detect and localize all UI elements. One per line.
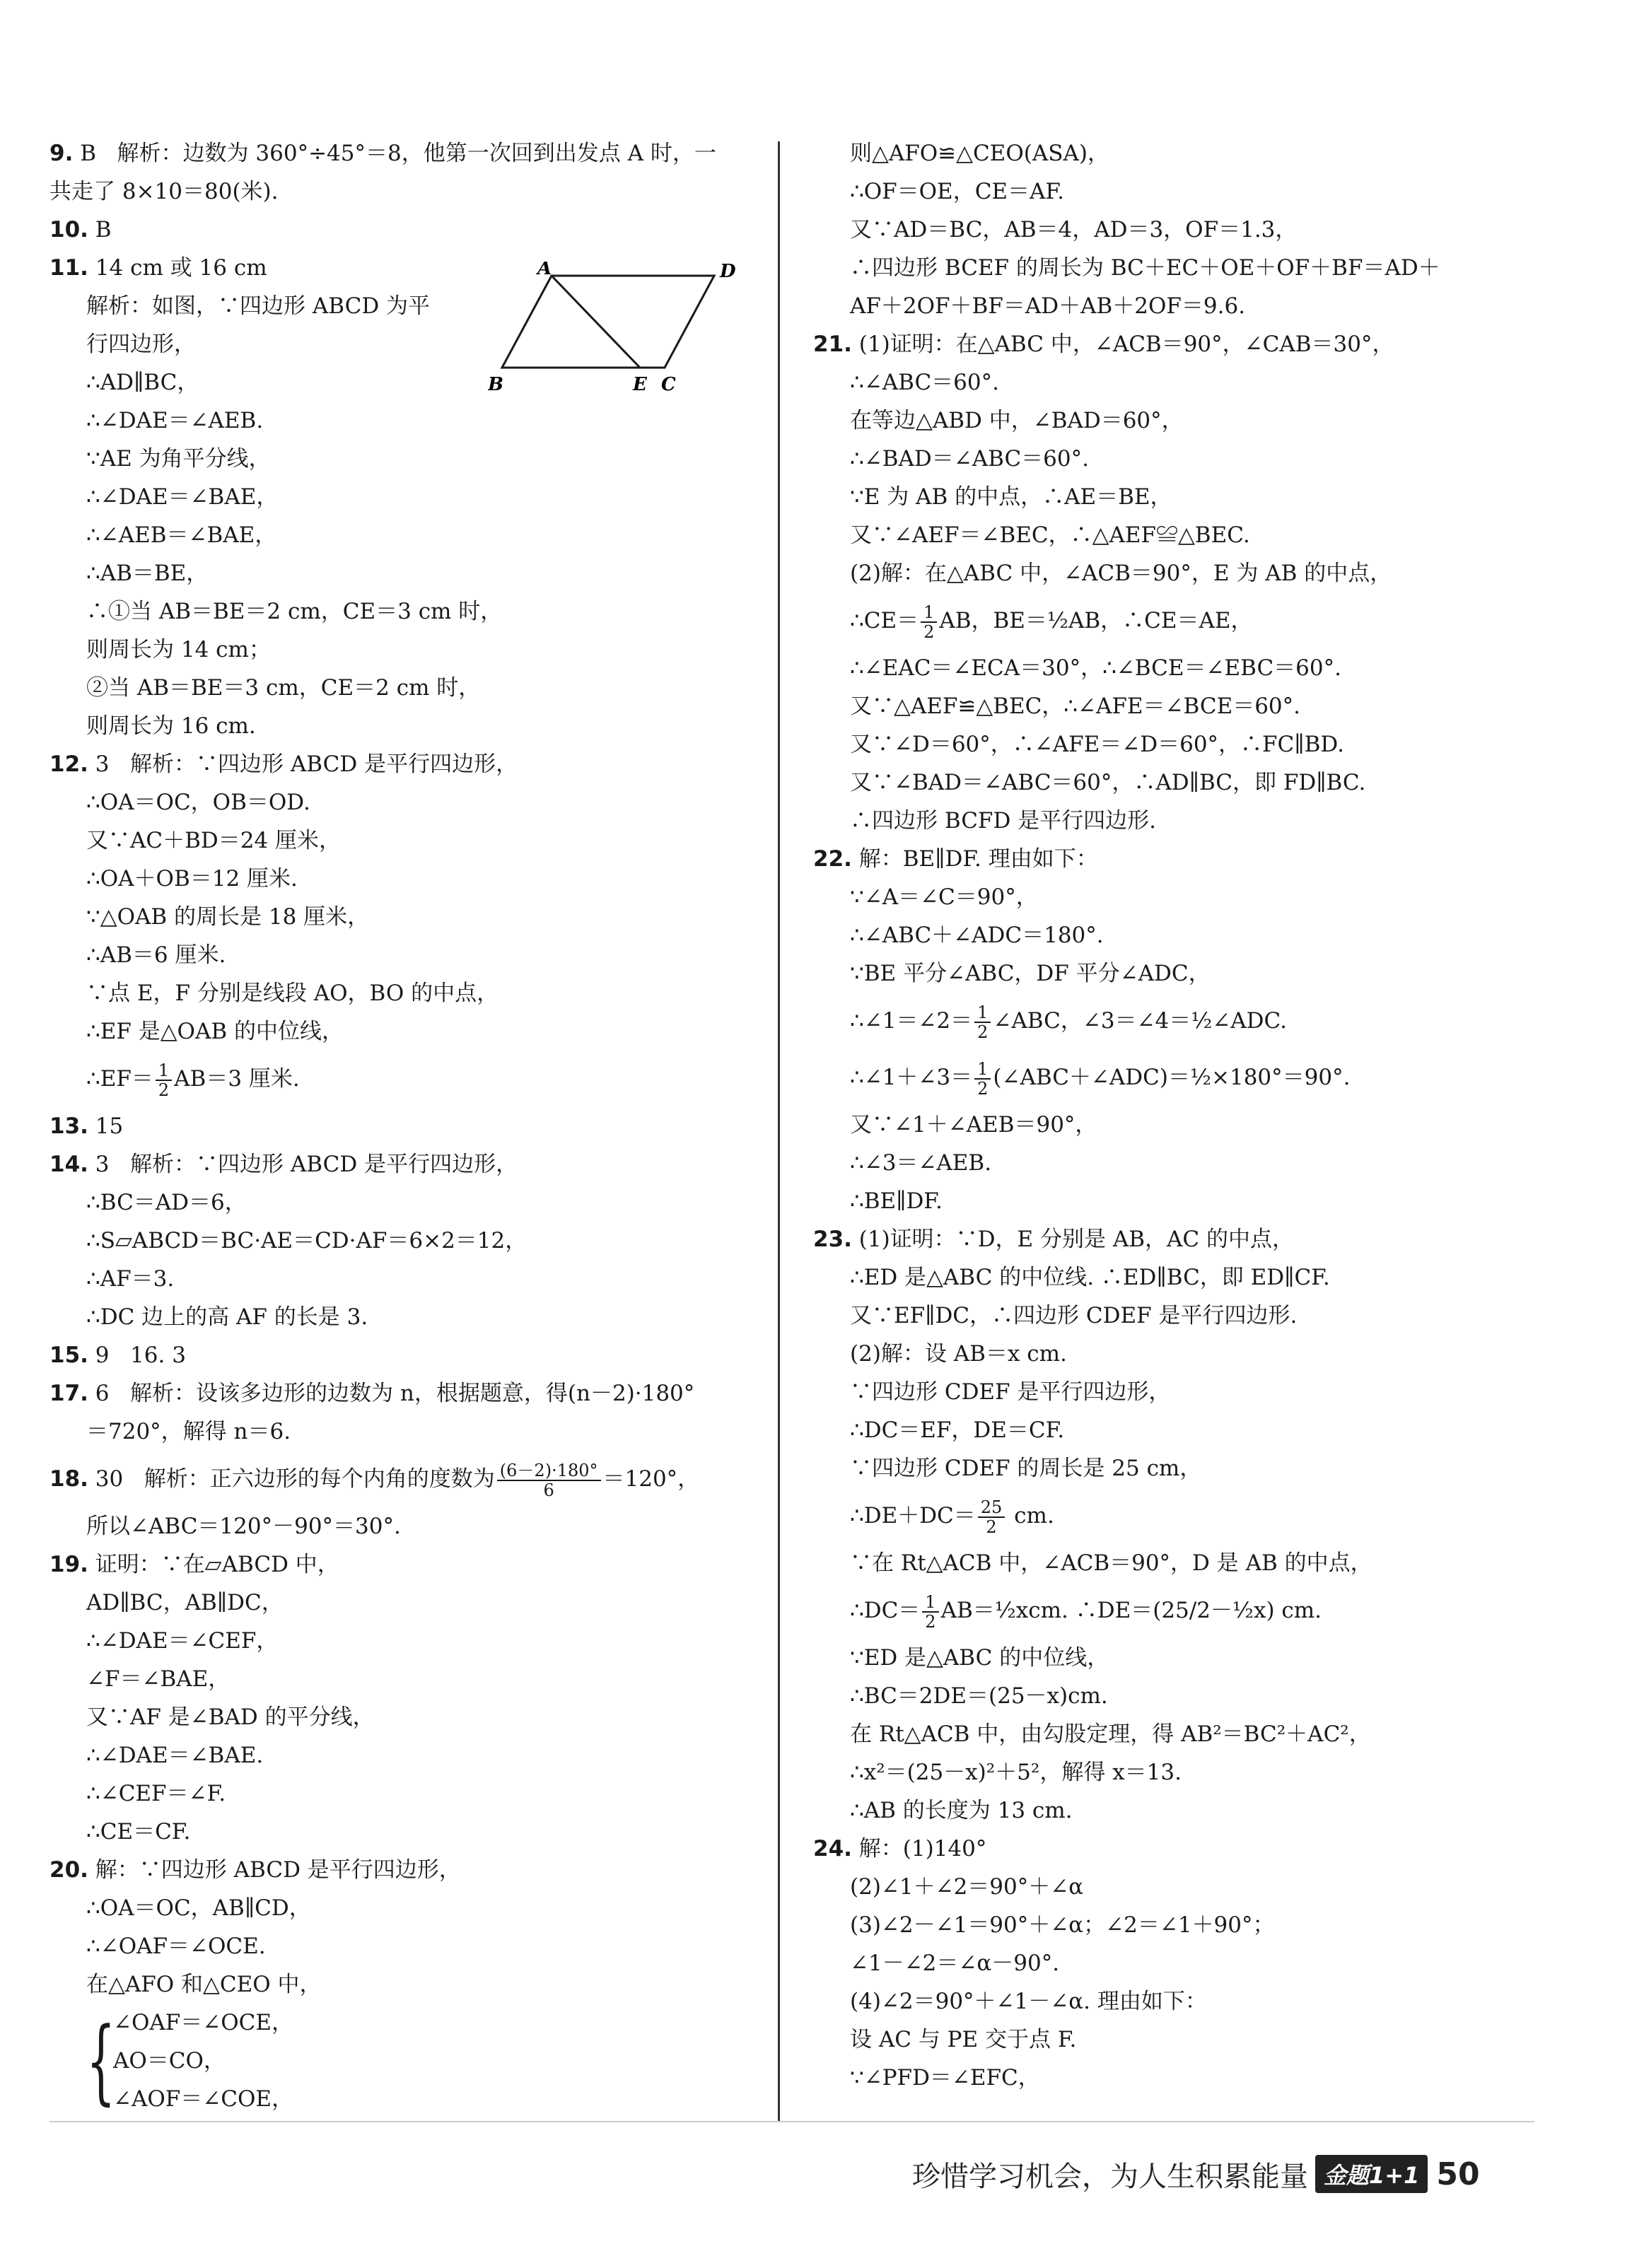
- text-line: [813, 134, 1520, 173]
- text-line: [49, 669, 757, 707]
- fraction-numerator: 1: [921, 603, 937, 623]
- line-text: ②当 AB＝BE＝3 cm，CE＝2 cm 时，: [86, 675, 481, 701]
- line-text: AB＝3 厘米.: [174, 1066, 300, 1092]
- text-line: [813, 1106, 1520, 1144]
- question-number: 23.: [813, 1227, 852, 1252]
- question-number: 15.: [49, 1343, 88, 1368]
- line-text: ∠1－∠2＝∠α－90°.: [850, 1951, 1060, 1976]
- text-line: [813, 802, 1520, 840]
- text-line: [813, 1677, 1520, 1715]
- line-text: ∴EF＝: [86, 1066, 153, 1092]
- line-text: ∵△OAB 的周长是 18 厘米，: [86, 904, 370, 930]
- line-text: (3)∠2－∠1＝90°＋∠α；∠2＝∠1＋90°；: [850, 1912, 1275, 1938]
- line-text: ∵点 E，F 分别是线段 AO，BO 的中点，: [86, 981, 499, 1006]
- fraction: [921, 603, 937, 641]
- right-column: [813, 134, 1520, 2097]
- line-text: 解：BE∥DF. 理由如下：: [851, 846, 1098, 872]
- text-line: [49, 211, 757, 249]
- brace-line: ∠OAF＝∠OCE，: [113, 2010, 294, 2035]
- line-text: AF＋2OF＋BF＝AD＋AB＋2OF＝9.6.: [850, 293, 1246, 319]
- label-d: D: [720, 262, 736, 282]
- question-number: 14.: [49, 1152, 88, 1177]
- line-text: ∵∠PFD＝∠EFC，: [850, 2065, 1040, 2091]
- line-text: ∴∠DAE＝∠BAE.: [86, 1743, 264, 1768]
- line-text: 证明：∵在▱ABCD 中，: [88, 1552, 339, 1577]
- line-text: 又∵∠BAD＝∠ABC＝60°，∴AD∥BC，即 FD∥BC.: [850, 770, 1366, 795]
- line-text: 所以∠ABC＝120°－90°＝30°.: [86, 1514, 401, 1539]
- line-text: 又∵AD＝BC，AB＝4，AD＝3，OF＝1.3，: [850, 217, 1298, 242]
- line-text: (4)∠2＝90°＋∠1－∠α. 理由如下：: [850, 1989, 1207, 2014]
- question-number: 13.: [49, 1113, 88, 1139]
- text-line: [813, 1868, 1520, 1906]
- text-line: [813, 1049, 1520, 1106]
- text-line: [813, 1487, 1520, 1544]
- line-text: 14 cm 或 16 cm: [88, 255, 267, 281]
- text-line: [49, 707, 757, 745]
- text-line: [49, 1660, 757, 1698]
- line-text: (2)∠1＋∠2＝90°＋∠α: [850, 1874, 1084, 1900]
- line-text: ∴四边形 BCEF 的周长为 BC＋EC＋OE＋OF＋BF＝AD＋: [850, 255, 1440, 281]
- line-text: AB＝½xcm. ∴DE＝(25/2－½x) cm.: [940, 1598, 1322, 1623]
- text-line: [49, 440, 757, 478]
- line-text: ∴ED 是△ABC 的中位线. ∴ED∥BC，即 ED∥CF.: [850, 1265, 1330, 1290]
- line-text: 又∵∠AEF＝∠BEC，∴△AEF≌△BEC.: [850, 522, 1250, 548]
- line-text: ∴BC＝AD＝6，: [86, 1190, 247, 1215]
- text-line: [49, 1622, 757, 1660]
- line-text: 则△AFO≌△CEO(ASA)，: [850, 141, 1109, 166]
- text-line: [49, 1012, 757, 1051]
- text-line: [813, 1982, 1520, 2021]
- text-line: [813, 478, 1520, 516]
- text-line: [49, 1736, 757, 1775]
- fraction: [978, 1498, 1006, 1536]
- text-line: [49, 1107, 757, 1145]
- text-line: [49, 783, 757, 822]
- text-line: [813, 1639, 1520, 1677]
- fraction-numerator: 1: [156, 1061, 172, 1081]
- text-line: [813, 687, 1520, 725]
- fraction: [974, 1060, 991, 1098]
- line-text: (∠ABC＋∠ADC)＝½×180°＝90°.: [993, 1065, 1351, 1090]
- text-line: [813, 1182, 1520, 1220]
- line-text: ＝120°，: [602, 1466, 700, 1492]
- text-line: [813, 287, 1520, 325]
- line-text: 又∵AF 是∠BAD 的平分线，: [86, 1705, 375, 1730]
- line-text: ∴DE＋DC＝: [850, 1503, 976, 1528]
- page-number: 50: [1436, 2156, 1480, 2192]
- label-e: E: [633, 374, 647, 395]
- text-line: [49, 1775, 757, 1813]
- line-text: 又∵∠D＝60°，∴∠AFE＝∠D＝60°，∴FC∥BD.: [850, 732, 1344, 757]
- question-number: 24.: [813, 1836, 852, 1861]
- line-text: 又∵∠1＋∠AEB＝90°，: [850, 1112, 1097, 1138]
- text-line: [49, 516, 757, 554]
- text-line: [813, 1582, 1520, 1639]
- fraction-denominator: 2: [986, 1516, 997, 1537]
- brace-system: [49, 2004, 757, 2118]
- text-line: [49, 745, 757, 783]
- text-line: [813, 1830, 1520, 1868]
- segment-ae: [552, 276, 640, 368]
- line-text: cm.: [1007, 1503, 1054, 1528]
- line-text: ∴∠DAE＝∠BAE，: [86, 484, 279, 510]
- line-text: ∴∠DAE＝∠AEB.: [86, 408, 264, 433]
- label-a: A: [537, 262, 552, 279]
- line-text: ∴EF 是△OAB 的中位线，: [86, 1019, 344, 1044]
- line-text: 6 解析：设该多边形的边数为 n，根据题意，得(n－2)·180°: [88, 1381, 695, 1406]
- text-line: [813, 592, 1520, 649]
- line-text: ∴∠ABC＋∠ADC＝180°.: [850, 923, 1104, 948]
- text-line: [813, 1753, 1520, 1791]
- fraction-numerator: 25: [978, 1498, 1006, 1518]
- line-text: ∵AE 为角平分线，: [86, 446, 271, 472]
- text-line: [813, 840, 1520, 878]
- text-line: [49, 860, 757, 898]
- text-line: [49, 936, 757, 974]
- text-line: [813, 1944, 1520, 1982]
- line-text: ∴AB＝6 厘米.: [86, 942, 226, 968]
- text-line: [49, 592, 757, 631]
- line-text: ∴OA＝OC，OB＝OD.: [86, 790, 310, 815]
- text-line: [813, 516, 1520, 554]
- text-line: [813, 1373, 1520, 1411]
- line-text: 3 解析：∵四边形 ABCD 是平行四边形，: [88, 752, 518, 777]
- line-text: 15: [88, 1113, 124, 1139]
- question-number: 9.: [49, 141, 74, 166]
- line-text: ∴AB 的长度为 13 cm.: [850, 1798, 1073, 1823]
- text-line: [813, 1449, 1520, 1487]
- text-line: [813, 211, 1520, 249]
- line-text: ∴OF＝OE，CE＝AF.: [850, 179, 1064, 204]
- line-text: ∴BC＝2DE＝(25－x)cm.: [850, 1683, 1108, 1709]
- line-text: 解：(1)140°: [851, 1836, 987, 1861]
- text-line: [813, 554, 1520, 592]
- line-text: ∴AB＝BE，: [86, 561, 209, 586]
- footer-badge: 金题1+1: [1315, 2155, 1428, 2193]
- text-line: [813, 363, 1520, 402]
- text-line: [49, 974, 757, 1012]
- line-text: 又∵EF∥DC，∴四边形 CDEF 是平行四边形.: [850, 1303, 1298, 1328]
- text-line: [49, 898, 757, 936]
- line-text: (1)证明：∵D，E 分别是 AB，AC 的中点，: [851, 1227, 1295, 1252]
- text-line: [49, 1698, 757, 1736]
- text-line: [49, 1851, 757, 1889]
- fraction: [974, 1003, 991, 1041]
- label-b: B: [488, 374, 503, 395]
- question-number: 17.: [49, 1381, 88, 1406]
- line-text: 则周长为 16 cm.: [86, 713, 256, 739]
- line-text: ∴OA＋OB＝12 厘米.: [86, 866, 298, 892]
- line-text: ∴∠EAC＝∠ECA＝30°，∴∠BCE＝∠EBC＝60°.: [850, 655, 1341, 681]
- text-line: [49, 134, 757, 173]
- line-text: ∴∠CEF＝∠F.: [86, 1781, 226, 1806]
- line-text: ∠F＝∠BAE，: [86, 1666, 231, 1692]
- fraction-denominator: 2: [923, 621, 935, 642]
- line-text: ∵BE 平分∠ABC，DF 平分∠ADC，: [850, 961, 1211, 986]
- text-line: [49, 402, 757, 440]
- line-text: 设 AC 与 PE 交于点 F.: [850, 2027, 1077, 2052]
- brace-line: ∠AOF＝∠COE，: [113, 2086, 294, 2112]
- line-text: 30 解析：正六边形的每个内角的度数为: [88, 1466, 495, 1492]
- line-text: ∴x²＝(25－x)²＋5²，解得 x＝13.: [850, 1760, 1182, 1785]
- line-text: 解：∵四边形 ABCD 是平行四边形，: [88, 1857, 461, 1883]
- text-line: [49, 1145, 757, 1183]
- text-line: [49, 1545, 757, 1584]
- line-text: 在 Rt△ACB 中，由勾股定理，得 AB²＝BC²＋AC²，: [850, 1722, 1371, 1747]
- text-line: [813, 764, 1520, 802]
- line-text: ∵四边形 CDEF 是平行四边形，: [850, 1379, 1171, 1405]
- line-text: ∴AF＝3.: [86, 1266, 175, 1292]
- line-text: ∵E 为 AB 的中点，∴AE＝BE，: [850, 484, 1172, 510]
- text-line: [813, 1544, 1520, 1582]
- line-text: 共走了 8×10＝80(米).: [49, 179, 279, 204]
- fraction-numerator: 1: [974, 1003, 991, 1023]
- text-line: [813, 1144, 1520, 1182]
- text-line: [813, 1791, 1520, 1830]
- question-number: 19.: [49, 1552, 88, 1577]
- fraction: [922, 1593, 938, 1631]
- text-line: [813, 1220, 1520, 1258]
- text-line: [813, 173, 1520, 211]
- line-text: ∴OA＝OC，AB∥CD，: [86, 1895, 311, 1921]
- text-line: [813, 440, 1520, 478]
- text-line: [49, 1413, 757, 1451]
- line-text: B 解析：边数为 360°÷45°＝8，他第一次回到出发点 A 时，一: [73, 141, 716, 166]
- text-line: [49, 1507, 757, 1545]
- text-line: [813, 2059, 1520, 2097]
- line-text: 又∵△AEF≌△BEC，∴∠AFE＝∠BCE＝60°.: [850, 694, 1301, 719]
- text-line: [813, 725, 1520, 764]
- text-line: [813, 878, 1520, 916]
- line-text: ∵在 Rt△ACB 中，∠ACB＝90°，D 是 AB 的中点，: [850, 1550, 1372, 1576]
- text-line: [49, 1298, 757, 1336]
- label-c: C: [661, 374, 676, 395]
- question-number: 12.: [49, 752, 88, 777]
- line-text: ∴∠DAE＝∠CEF，: [86, 1628, 279, 1654]
- text-line: [813, 402, 1520, 440]
- question-number: 11.: [49, 255, 88, 281]
- line-text: ∴DC 边上的高 AF 的长是 3.: [86, 1304, 368, 1330]
- footer-slogan: 珍惜学习机会，为人生积累能量: [912, 2160, 1308, 2193]
- fraction-denominator: 2: [977, 1022, 989, 1042]
- line-text: ∴∠AEB＝∠BAE，: [86, 522, 277, 548]
- text-line: [49, 1260, 757, 1298]
- line-text: ∴∠1＋∠3＝: [850, 1065, 973, 1090]
- brace-line: AO＝CO，: [113, 2048, 226, 2074]
- fraction-denominator: 2: [977, 1078, 989, 1099]
- text-line: [49, 173, 757, 211]
- text-line: [813, 1335, 1520, 1373]
- line-text: AD∥BC，AB∥DC，: [86, 1590, 284, 1615]
- fraction: [156, 1061, 172, 1099]
- fraction-denominator: 2: [158, 1080, 170, 1100]
- line-text: 3 解析：∵四边形 ABCD 是平行四边形，: [88, 1152, 518, 1177]
- line-text: ∠ABC，∠3＝∠4＝½∠ADC.: [993, 1008, 1287, 1034]
- text-line: [49, 1965, 757, 2004]
- text-line: [49, 631, 757, 669]
- fraction-numerator: (6－2)·180°: [497, 1461, 601, 1481]
- text-line: [49, 1374, 757, 1413]
- line-text: ∴∠1＝∠2＝: [850, 1008, 973, 1034]
- line-text: ∵ED 是△ABC 的中位线，: [850, 1645, 1109, 1671]
- line-text: 9 16. 3: [88, 1343, 186, 1368]
- line-text: ∴四边形 BCFD 是平行四边形.: [850, 808, 1156, 834]
- line-text: (2)解：在△ABC 中，∠ACB＝90°，E 为 AB 的中点，: [850, 561, 1392, 586]
- line-text: ∴∠OAF＝∠OCE.: [86, 1934, 266, 1959]
- line-text: ∴∠ABC＝60°.: [850, 370, 999, 395]
- text-line: [813, 1258, 1520, 1297]
- parallelogram-figure: [488, 262, 742, 396]
- text-line: [813, 1715, 1520, 1753]
- line-text: ∴S▱ABCD＝BC·AE＝CD·AF＝6×2＝12，: [86, 1228, 528, 1253]
- text-line: [49, 478, 757, 516]
- parallelogram-shape: [502, 276, 714, 368]
- line-text: (1)证明：在△ABC 中，∠ACB＝90°，∠CAB＝30°，: [851, 332, 1394, 357]
- text-line: [813, 1411, 1520, 1449]
- footer-rule: [49, 2121, 1534, 2122]
- text-line: [49, 554, 757, 592]
- text-line: [813, 916, 1520, 954]
- line-text: ∴BE∥DF.: [850, 1188, 943, 1214]
- fraction: [497, 1461, 601, 1500]
- text-line: [813, 954, 1520, 993]
- line-text: 在△AFO 和△CEO 中，: [86, 1972, 322, 1997]
- line-text: ∴CE＝: [850, 608, 919, 633]
- line-text: ∵四边形 CDEF 的周长是 25 cm，: [850, 1456, 1202, 1481]
- line-text: ∴∠BAD＝∠ABC＝60°.: [850, 446, 1089, 472]
- line-text: ＝720°，解得 n＝6.: [86, 1419, 291, 1444]
- line-text: 又∵AC＋BD＝24 厘米，: [86, 828, 342, 853]
- text-line: [49, 1889, 757, 1927]
- text-line: [49, 1584, 757, 1622]
- left-column: [49, 134, 757, 2118]
- line-text: 在等边△ABD 中，∠BAD＝60°，: [850, 408, 1184, 433]
- line-text: AB，BE＝½AB，∴CE＝AE，: [939, 608, 1253, 633]
- line-text: ∴DC＝: [850, 1598, 921, 1623]
- line-text: ∵∠A＝∠C＝90°，: [850, 884, 1038, 910]
- line-text: B: [88, 217, 112, 242]
- text-line: [813, 325, 1520, 363]
- fraction-denominator: 2: [925, 1611, 936, 1632]
- question-number: 10.: [49, 217, 88, 242]
- line-text: ∴∠3＝∠AEB.: [850, 1150, 992, 1176]
- text-line: [813, 249, 1520, 287]
- text-line: [813, 649, 1520, 687]
- line-text: (2)解：设 AB＝x cm.: [850, 1341, 1067, 1367]
- text-line: [49, 1451, 757, 1507]
- text-line: [813, 993, 1520, 1049]
- line-text: ∴①当 AB＝BE＝2 cm，CE＝3 cm 时，: [86, 599, 503, 624]
- question-number: 22.: [813, 846, 852, 872]
- line-text: 则周长为 14 cm；: [86, 637, 271, 662]
- text-line: [49, 822, 757, 860]
- text-line: [813, 1297, 1520, 1335]
- text-line: [49, 1222, 757, 1260]
- line-text: ∴DC＝EF，DE＝CF.: [850, 1418, 1065, 1443]
- fraction-numerator: 1: [922, 1593, 938, 1613]
- text-line: [49, 1183, 757, 1222]
- question-number: 20.: [49, 1857, 88, 1883]
- text-line: [813, 2021, 1520, 2059]
- line-text: 解析：如图，∵四边形 ABCD 为平: [86, 293, 431, 319]
- text-line: [813, 1906, 1520, 1944]
- column-divider: [778, 141, 780, 2121]
- text-line: [49, 1051, 757, 1107]
- line-text: 行四边形，: [86, 332, 196, 357]
- line-text: ∴AD∥BC，: [86, 370, 199, 395]
- line-text: ∴CE＝CF.: [86, 1819, 191, 1845]
- text-line: [49, 1927, 757, 1965]
- text-line: [49, 1813, 757, 1851]
- fraction-numerator: 1: [974, 1060, 991, 1080]
- brace-symbol: {: [86, 2007, 116, 2115]
- fraction-denominator: 6: [543, 1480, 554, 1500]
- question-number: 18.: [49, 1466, 88, 1492]
- page-footer: [912, 2149, 1480, 2199]
- text-line: [49, 1336, 757, 1374]
- question-number: 21.: [813, 332, 852, 357]
